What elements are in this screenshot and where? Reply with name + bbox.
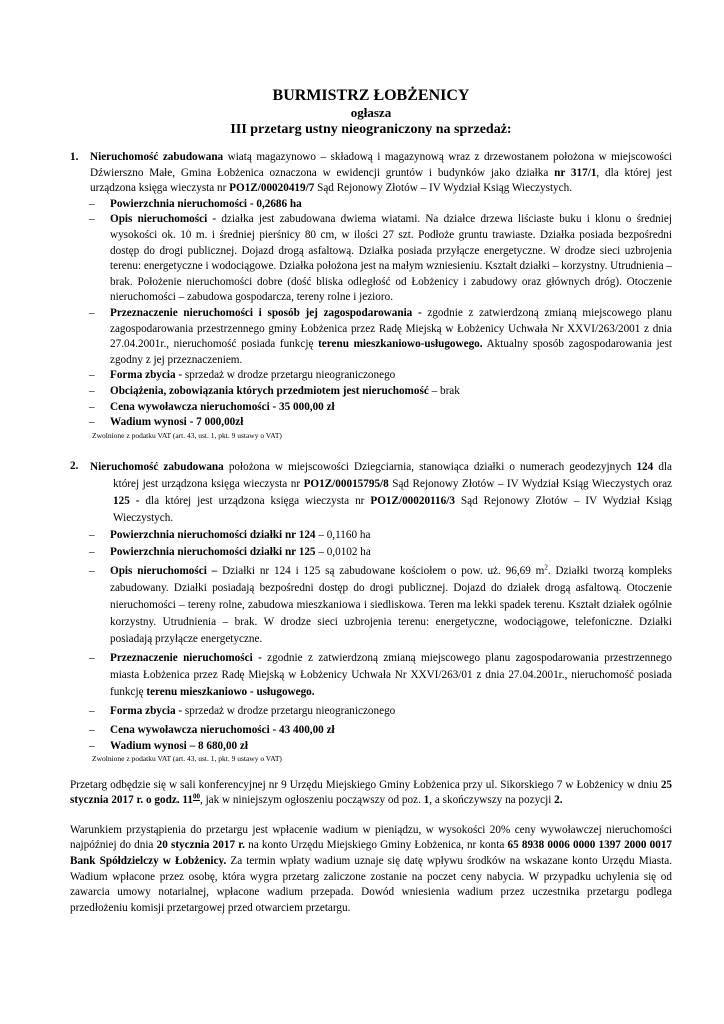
document-subtitle: III przetarg ustny nieograniczony na sprzedaż: [230, 122, 512, 137]
bullet-purpose: – Przeznaczenie nieruchomości i sposób jej zagospodarowania - zgodnie z zatwierdzoną zmianą miejscowego planu zagospodarowania przestrzennego gminy Łobżenica przez Radę Miejską w Łobżenicy Uchwała Nr XXVI/263/2001 z dnia 27.04.2001r., nieruchomość posiada funkcję terenu mieszkaniowo-usługowego. Aktualny sposób zagospodarowania jest zgodny z jej przeznaczeniem. [89, 306, 672, 366]
property-item-1 [70, 150, 672, 441]
item-intro: Nieruchomość zabudowana położona w miejscowości Dziegciarnia, stanowiąca działki o numerach geodezyjnych 124 dla której jest urządzona księga wieczysta nr PO1Z/00015795/8 Sąd Rejonowy Złotów – IV Wydział Ksiąg Wieczystych oraz 125 - dla której jest urządzona księga wieczysta nr PO1Z/00020116/3 Sąd Rejonowy Złotów – IV Wydział Ksiąg Wieczystych. [90, 460, 672, 524]
item-number: 2. [70, 459, 79, 472]
bullet-price: – Cena wywoławcza nieruchomości - 43 400,00 zł [89, 723, 335, 736]
bullet-price: – Cena wywoławcza nieruchomości - 35 000,00 zł [89, 400, 335, 413]
bullet-sale-form: – Forma zbycia - sprzedaż w drodze przetargu nieograniczonego [89, 704, 396, 717]
item-number: 1. [70, 151, 79, 163]
bullet-purpose: – Przeznaczenie nieruchomości - zgodnie z zatwierdzoną zmianą miejscowego planu zagospodarowania przestrzennego miasta Łobżenica przez Radę Miejską w Łobżenicy Uchwała Nr XXVI/263/01 z dnia 27.04.2001r., nieruchomość posiada funkcję terenu mieszkaniowo - usługowego. [89, 651, 672, 698]
bullet-area-124: – Powierzchnia nieruchomości działki nr 124 – 0,1160 ha [89, 528, 371, 541]
bullet-area: – Powierzchnia nieruchomości - 0,2686 ha [89, 197, 302, 210]
document-title: BURMISTRZ ŁOBŻENICY [272, 87, 470, 104]
bullet-description: – Opis nieruchomości - działka jest zabudowana dwiema wiatami. Na działce drzewa liściaste buku i klonu o średniej wysokości ok. 10 m. i średniej pierśnicy 80 cm, w ilości 27 szt. Podłoże gruntu trawiaste. Działka posiada bezpośredni dostęp do drogi publicznej. Dojazd drogą asfaltową. Działka posiada przyłącze energetyczne. W drodze sieci uzbrojenia terenu: energetyczne i wodociągowe. Działka położona jest na małym wzniesieniu. Kształt działki – korzystny. Utrudnienia – brak. Położenie nieruchomości dobre (dość bliska odległość od Łobżenicy i zabudowy oraz głównych dróg). Otoczenie nieruchomości – zabudowa gospodarcza, tereny rolne i jezioro. [89, 213, 672, 304]
vat-note: Zwolnione z podatku VAT (art. 43, ust. 1, pkt. 9 ustawy o VAT) [92, 753, 282, 763]
bullet-deposit: – Wadium wynosi – 8 680,00 zł [89, 739, 248, 752]
property-item-2 [70, 459, 672, 764]
bullet-sale-form: – Forma zbycia - sprzedaż w drodze przetargu nieograniczonego [89, 369, 396, 382]
bullet-area-125: – Powierzchnia nieruchomości działki nr 125 – 0,0102 ha [89, 545, 371, 558]
announces-label: ogłasza [350, 105, 392, 120]
item-intro: Nieruchomość zabudowana wiatą magazynowo – składową i magazynową wraz z drzewostanem położona w miejscowości Dźwierszno Małe, Gmina Łobżenica oznaczona w ewidencji gruntów i budynków jako działka nr 317/1, dla której jest urządzona księga wieczysta nr PO1Z/00020419/7 Sąd Rejonowy Złotów – IV Wydział Ksiąg Wieczystych. [90, 151, 672, 195]
auction-info: Przetarg odbędzie się w sali konferencyjnej nr 9 Urzędu Miejskiego Gminy Łobżenica przy ul. Sikorskiego 7 w Łobżenicy w dniu 25 stycznia 2017 r. o godz. $11^{00}$, jak w niniejszym ogłoszeniu począwszy od poz. 1, a skończywszy na pozycji 2. [70, 778, 672, 807]
vat-note: Zwolnione z podatku VAT (art. 43, ust. 1, pkt. 9 ustawy o VAT) [92, 430, 282, 440]
bullet-description: – Opis nieruchomości – Działki nr 124 i 125 są zabudowane kościołem o pow. uż. 96,69 $m^2$. Działki tworzą kompleks zabudowany. Działki posiadają bezpośredni dostęp do drogi publicznej. Dojazd do działek drogą asfaltową. Otoczenie nieruchomości – tereny rolne, zabudowa mieszkaniowa i siedliskowa. Teren ma lekki spadek terenu. Kształt działek ogólnie korzystny. Utrudnienia – brak. W drodze sieci uzbrojenia terenu: energetyczne, wodociągowe, telefoniczne. Działki posiadają przyłącze energetyczne. [89, 562, 673, 645]
deposit-conditions: Warunkiem przystąpienia do przetargu jest wpłacenie wadium w pieniądzu, w wysokości 20% ceny wywoławczej nieruchomości najpóźniej do dnia 20 stycznia 2017 r. na konto Urzędu Miejskiego Gminy Łobżenica, nr konta 65 8938 0006 0000 1397 2000 0017 Bank Spółdzielczy w Łobżenicy. Za termin wpłaty wadium uznaje się datę wpływu środków na wskazane konto Urzędu Miasta. Wadium wpłacone przez osobę, która wygra przetarg zaliczone zostanie na poczet ceny nabycia. W przypadku uchylenia się od zawarcia umowy notarialnej, wpłacone wadium przepada. Dowód wniesienia wadium przez uczestnika przetargu podlega przedłożeniu komisji przetargowej przed otwarciem przetargu. [70, 823, 673, 914]
bullet-deposit: – Wadium wynosi - 7 000,00zł [89, 416, 244, 429]
bullet-burdens: – Obciążenia, zobowiązania których przedmiotem jest nieruchomość – brak [89, 384, 460, 397]
document-page [70, 86, 672, 916]
